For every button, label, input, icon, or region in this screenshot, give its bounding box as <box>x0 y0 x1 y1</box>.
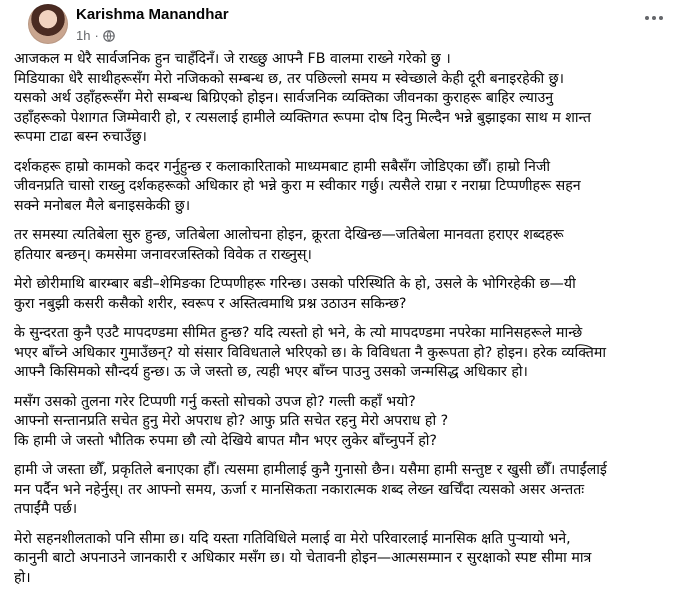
body-line: मिडियाका धेरै साथीहरूसँग मेरो नजिकको सम्बन्ध छ, तर पछिल्लो समय म स्वेच्छाले केही दूरी बनाइरहेकी छु। <box>14 70 565 87</box>
body-line: मन पर्दैन भने नहेर्नुस्। तर आफ्नो समय, ऊर्जा र मानसिकता नकारात्मक शब्द लेख्न खर्चिँदा त्यसको असर अन्ततः <box>14 481 585 498</box>
body-line: हो। <box>14 569 31 586</box>
body-line: मसँग उसको तुलना गरेर टिप्पणी गर्नु कस्तो सोचको उपज हो? गल्ती कहाँ भयो? <box>14 393 416 410</box>
body-line: कि हामी जे जस्तो भौतिक रुपमा छौ त्यो देखिये बापत मौन भएर लुकेर बाँच्नुपर्ने हो? <box>14 432 437 449</box>
avatar[interactable] <box>28 4 68 44</box>
more-dot <box>652 16 656 20</box>
body-line: कुरा नबुझी कसरी कसैको शरीर, स्वरूप र अस्तित्वमाथि प्रश्न उठाउन सकिन्छ? <box>14 295 407 312</box>
post-timestamp[interactable]: 1h <box>76 28 91 43</box>
body-line: भएर बाँच्ने अधिकार गुमाउँछन्? यो संसार विविधताले भरिएको छ। के विविधता नै कुरूपता हो? होइन। हरेक व्यक्तिमा <box>14 344 607 361</box>
body-line: जीवनप्रति चासो राख्नु दर्शकहरूको अधिकार हो भन्ने कुरा म स्वीकार गर्छु। त्यसैले राम्रा र नराम्रा टिप्पणीहरू सहन <box>14 178 581 194</box>
body-line: दर्शकहरू हाम्रो कामको कदर गर्नुहुन्छ र कलाकारिताको माध्यमबाट हामी सबैसँग जोडिएका छौँ। हाम्रो निजी <box>14 158 551 175</box>
body-line: हामी जे जस्ता छौँ, प्रकृतिले बनाएका हौँ। त्यसमा हामीलाई कुनै गुनासो छैन। यसैमा हामी सन्तुष्ट र खुसी छौँ। तपाईंलाई <box>14 462 607 478</box>
body-line: मेरो छोरीमाथि बारम्बार बडी–शेमिङका टिप्पणीहरू गरिन्छ। उसको परिस्थिति के हो, उसले के भोगिरहेकी छ—यी <box>14 276 576 292</box>
body-line: आफ्नो सन्तानप्रति सचेत हुनु मेरो अपराध हो? आफु प्रति सचेत रहनु मेरो अपराध हो ? <box>14 413 449 429</box>
body-paragraph <box>14 324 670 383</box>
body-paragraph <box>14 158 670 217</box>
globe-icon[interactable] <box>103 30 115 42</box>
body-paragraph <box>14 530 670 589</box>
body-paragraph <box>14 275 670 314</box>
meta-separator: · <box>94 28 99 43</box>
post-header <box>12 0 672 50</box>
post-meta <box>76 28 115 43</box>
body-line: तर समस्या त्यतिबेला सुरु हुन्छ, जतिबेला आलोचना होइन, क्रूरता देखिन्छ—जतिबेला मानवता हराएर शब्दहरू <box>14 227 564 243</box>
body-line: के सुन्दरता कुनै एउटै मापदण्डमा सीमित हुन्छ? यदि त्यस्तो हो भने, के त्यो मापदण्डमा नपरेका मानिसहरूले मान्छे <box>14 325 583 341</box>
body-line: यसको अर्थ उहाँहरूसँग मेरो सम्बन्ध बिग्रिएको होइन। सार्वजनिक व्यक्तिका जीवनका कुराहरू बाहिर ल्याउनु <box>14 90 554 106</box>
body-line: कानुनी बाटो अपनाउने जानकारी र अधिकार मसँग छ। यो चेतावनी होइन—आत्मसम्मान र सुरक्षाको स्पष्ट सीमा मात्र <box>14 550 592 566</box>
body-line: तपाईंमै पर्छ। <box>14 501 78 517</box>
body-line: आजकल म धेरै सार्वजनिक हुन चाहँदिनँ। जे राख्छु आफ्नै FB वालमा राख्ने गरेको छु । <box>14 51 451 67</box>
body-line: रूपमा टाढा बस्न रुचाउँछु। <box>14 129 147 145</box>
more-dot <box>659 16 663 20</box>
more-dot <box>645 16 649 20</box>
author-name[interactable]: Karishma Manandhar <box>76 6 229 23</box>
body-paragraph <box>14 461 670 520</box>
body-line: मेरो सहनशीलताको पनि सीमा छ। यदि यस्ता गतिविधिले मलाई वा मेरो परिवारलाई मानसिक क्षति पुर्‍यायो भने, <box>14 530 571 547</box>
body-line: सक्ने मनोबल मैले बनाइसकेकी छु। <box>14 197 191 214</box>
post-body <box>12 50 672 588</box>
more-options-icon[interactable] <box>640 8 668 28</box>
body-paragraph <box>14 226 670 265</box>
body-paragraph <box>14 393 670 452</box>
body-paragraph <box>14 50 670 148</box>
body-line: हतियार बन्छन्। कमसेमा जनावरजस्तिको विवेक त राख्नुस्। <box>14 246 312 263</box>
body-line: उहाँहरूको पेशागत जिम्मेवारी हो, र त्यसलाई हामीले व्यक्तिगत रूपमा दोष दिनु मिल्दैन भन्ने बुझाइका साथ म शान्त <box>14 109 592 126</box>
body-line: आफ्नै किसिमको सौन्दर्य हुन्छ। ऊ जे जस्तो छ, त्यही भएर बाँच्न पाउनु उसको जन्मसिद्ध अधिकार हो। <box>14 364 528 380</box>
